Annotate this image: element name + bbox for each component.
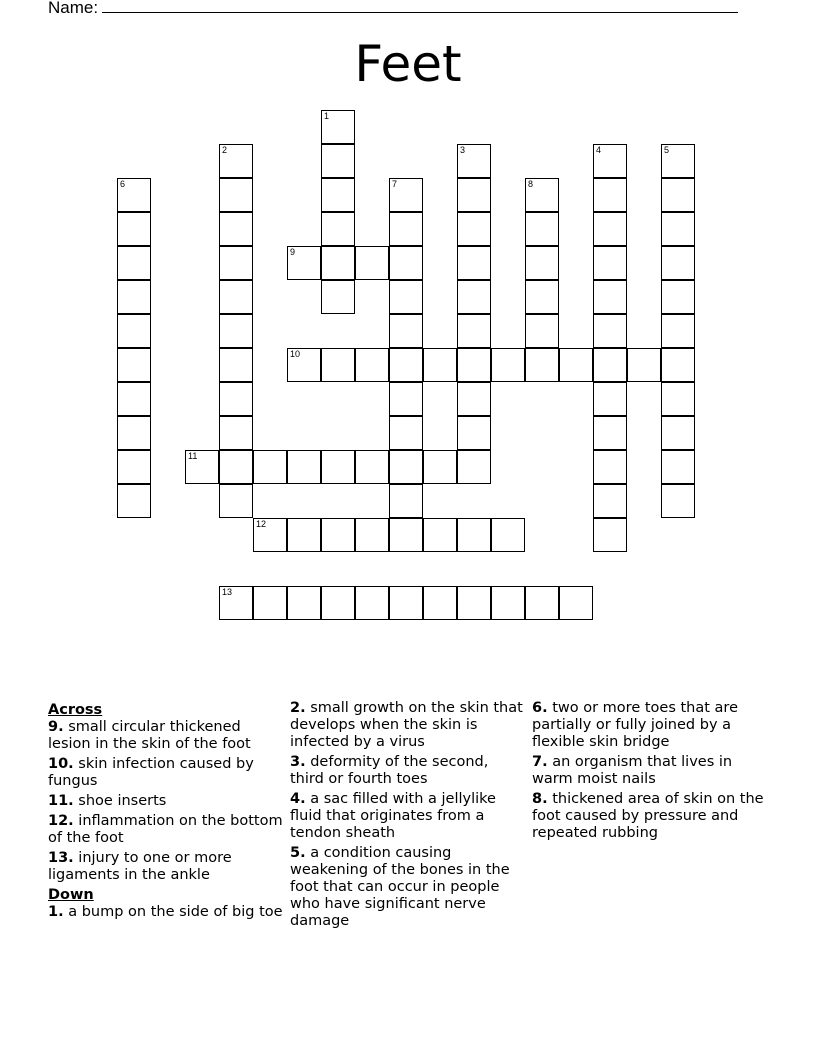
crossword-cell[interactable] xyxy=(457,348,491,382)
crossword-cell[interactable] xyxy=(457,144,491,178)
crossword-cell[interactable] xyxy=(491,586,525,620)
crossword-cell[interactable] xyxy=(525,246,559,280)
crossword-cell[interactable] xyxy=(457,246,491,280)
clue-text: skin infection caused by fungus xyxy=(48,756,254,789)
crossword-cell[interactable] xyxy=(117,416,151,450)
crossword-cell[interactable] xyxy=(525,280,559,314)
crossword-cell[interactable] xyxy=(389,382,423,416)
crossword-cell[interactable] xyxy=(661,246,695,280)
cell-number: 5 xyxy=(664,145,670,155)
clue-text: deformity of the second, third or fourth toes xyxy=(290,754,489,787)
clue-number: 7. xyxy=(532,754,548,770)
clue-text: small circular thickened lesion in the skin of the foot xyxy=(48,719,251,752)
clue-text: two or more toes that are partially or fully joined by a flexible skin bridge xyxy=(532,700,738,750)
crossword-cell[interactable] xyxy=(525,348,559,382)
clue-number: 9. xyxy=(48,719,64,735)
clue-column-1 xyxy=(48,700,284,924)
crossword-cell[interactable] xyxy=(389,450,423,484)
crossword-cell[interactable] xyxy=(491,348,525,382)
crossword-cell[interactable] xyxy=(457,586,491,620)
crossword-cell[interactable] xyxy=(627,348,661,382)
crossword-cell[interactable] xyxy=(117,280,151,314)
crossword-cell[interactable] xyxy=(423,348,457,382)
crossword-cell[interactable] xyxy=(457,518,491,552)
crossword-cell[interactable] xyxy=(321,280,355,314)
clue-text: inflammation on the bottom of the foot xyxy=(48,813,283,846)
clue-number: 5. xyxy=(290,845,306,861)
crossword-cell[interactable] xyxy=(389,212,423,246)
crossword-cell[interactable] xyxy=(253,518,287,552)
crossword-cell[interactable] xyxy=(593,484,627,518)
crossword-cell[interactable] xyxy=(117,178,151,212)
crossword-cell[interactable] xyxy=(287,348,321,382)
clue-text: a condition causing weakening of the bones in the foot that can occur in people who have significant nerve damage xyxy=(290,845,510,929)
crossword-cell[interactable] xyxy=(219,144,253,178)
cell-number: 1 xyxy=(324,111,330,121)
crossword-cell[interactable] xyxy=(661,144,695,178)
clue-down-2 xyxy=(290,700,526,751)
cell-number: 2 xyxy=(222,145,228,155)
clue-number: 10. xyxy=(48,756,74,772)
crossword-cell[interactable] xyxy=(559,586,593,620)
crossword-cell[interactable] xyxy=(525,212,559,246)
crossword-cell[interactable] xyxy=(219,314,253,348)
crossword-cell[interactable] xyxy=(219,280,253,314)
crossword-cell[interactable] xyxy=(287,518,321,552)
crossword-cell[interactable] xyxy=(321,348,355,382)
crossword-cell[interactable] xyxy=(253,586,287,620)
across-heading: Across xyxy=(48,702,103,718)
crossword-cell[interactable] xyxy=(355,348,389,382)
crossword-cell[interactable] xyxy=(525,586,559,620)
clue-number: 12. xyxy=(48,813,74,829)
crossword-cell[interactable] xyxy=(457,178,491,212)
crossword-cell[interactable] xyxy=(661,280,695,314)
cell-number: 3 xyxy=(460,145,466,155)
crossword-cell[interactable] xyxy=(389,178,423,212)
crossword-cell[interactable] xyxy=(389,586,423,620)
crossword-cell[interactable] xyxy=(389,246,423,280)
crossword-cell[interactable] xyxy=(321,178,355,212)
crossword-cell[interactable] xyxy=(593,178,627,212)
crossword-cell[interactable] xyxy=(593,348,627,382)
clue-number: 8. xyxy=(532,791,548,807)
crossword-cell[interactable] xyxy=(117,450,151,484)
crossword-cell[interactable] xyxy=(219,586,253,620)
crossword-cell[interactable] xyxy=(389,314,423,348)
crossword-cell[interactable] xyxy=(593,416,627,450)
crossword-cell[interactable] xyxy=(219,484,253,518)
clue-number: 13. xyxy=(48,850,74,866)
crossword-cell[interactable] xyxy=(321,518,355,552)
clue-down-7 xyxy=(532,754,768,788)
crossword-cell[interactable] xyxy=(117,382,151,416)
cell-number: 12 xyxy=(256,519,267,529)
crossword-cell[interactable] xyxy=(321,212,355,246)
crossword-cell[interactable] xyxy=(593,518,627,552)
clue-across-12 xyxy=(48,813,284,847)
clue-down-5 xyxy=(290,845,526,930)
crossword-cell[interactable] xyxy=(219,416,253,450)
crossword-cell[interactable] xyxy=(593,280,627,314)
clue-number: 3. xyxy=(290,754,306,770)
crossword-cell[interactable] xyxy=(321,246,355,280)
crossword-cell[interactable] xyxy=(219,212,253,246)
crossword-cell[interactable] xyxy=(321,450,355,484)
clue-column-2 xyxy=(290,700,526,933)
crossword-cell[interactable] xyxy=(219,178,253,212)
clue-text: small growth on the skin that develops when the skin is infected by a virus xyxy=(290,700,523,750)
crossword-cell[interactable] xyxy=(457,212,491,246)
crossword-cell[interactable] xyxy=(593,246,627,280)
crossword-cell[interactable] xyxy=(117,348,151,382)
crossword-cell[interactable] xyxy=(287,450,321,484)
clue-number: 2. xyxy=(290,700,306,716)
clue-across-9 xyxy=(48,719,284,753)
clue-text: an organism that lives in warm moist nails xyxy=(532,754,733,787)
crossword-cell[interactable] xyxy=(559,348,593,382)
down-heading: Down xyxy=(48,887,94,903)
crossword-cell[interactable] xyxy=(389,416,423,450)
name-label: Name: xyxy=(48,0,99,17)
cell-number: 6 xyxy=(120,179,126,189)
crossword-cell[interactable] xyxy=(525,314,559,348)
clue-down-4 xyxy=(290,791,526,842)
crossword-cell[interactable] xyxy=(389,484,423,518)
crossword-cell[interactable] xyxy=(593,144,627,178)
page-title: Feet xyxy=(354,35,462,93)
clue-text: shoe inserts xyxy=(78,793,167,809)
clue-text: a sac filled with a jellylike fluid that originates from a tendon sheath xyxy=(290,791,496,841)
crossword-cell[interactable] xyxy=(355,450,389,484)
crossword-cell[interactable] xyxy=(661,178,695,212)
crossword-cell[interactable] xyxy=(389,348,423,382)
cell-number: 11 xyxy=(188,451,198,461)
cell-number: 8 xyxy=(528,179,534,189)
crossword-cell[interactable] xyxy=(661,314,695,348)
cell-number: 4 xyxy=(596,145,602,155)
clue-down-8 xyxy=(532,791,768,842)
clue-down-3 xyxy=(290,754,526,788)
clue-number: 6. xyxy=(532,700,548,716)
crossword-cell[interactable] xyxy=(423,450,457,484)
crossword-cell[interactable] xyxy=(491,518,525,552)
crossword-cell[interactable] xyxy=(219,348,253,382)
cell-number: 9 xyxy=(290,247,296,257)
crossword-cell[interactable] xyxy=(661,484,695,518)
crossword-cell[interactable] xyxy=(661,212,695,246)
crossword-cell[interactable] xyxy=(457,314,491,348)
clue-column-3 xyxy=(532,700,768,845)
crossword-cell[interactable] xyxy=(593,314,627,348)
crossword-cell[interactable] xyxy=(593,212,627,246)
clue-number: 4. xyxy=(290,791,306,807)
crossword-cell[interactable] xyxy=(321,586,355,620)
crossword-cell[interactable] xyxy=(253,450,287,484)
crossword-cell[interactable] xyxy=(219,450,253,484)
clue-across-11 xyxy=(48,793,284,810)
crossword-cell[interactable] xyxy=(117,246,151,280)
crossword-cell[interactable] xyxy=(355,518,389,552)
crossword-cell[interactable] xyxy=(117,314,151,348)
crossword-cell[interactable] xyxy=(423,518,457,552)
crossword-cell[interactable] xyxy=(457,416,491,450)
clue-number: 1. xyxy=(48,904,64,920)
crossword-cell[interactable] xyxy=(355,246,389,280)
clue-text: a bump on the side of big toe xyxy=(68,904,283,920)
crossword-cell[interactable] xyxy=(661,348,695,382)
crossword-cell[interactable] xyxy=(661,450,695,484)
crossword-cell[interactable] xyxy=(117,212,151,246)
crossword-cell[interactable] xyxy=(219,246,253,280)
crossword-cell[interactable] xyxy=(321,110,355,144)
clue-across-10 xyxy=(48,756,284,790)
crossword-cell[interactable] xyxy=(661,416,695,450)
crossword-cell[interactable] xyxy=(389,518,423,552)
cell-number: 13 xyxy=(222,587,233,597)
clue-text: injury to one or more ligaments in the ankle xyxy=(48,850,232,883)
clue-down-1 xyxy=(48,904,284,921)
crossword-cell[interactable] xyxy=(117,484,151,518)
crossword-cell[interactable] xyxy=(661,382,695,416)
crossword-cell[interactable] xyxy=(389,280,423,314)
crossword-cell[interactable] xyxy=(321,144,355,178)
clue-text: thickened area of skin on the foot caused by pressure and repeated rubbing xyxy=(532,791,764,841)
crossword-cell[interactable] xyxy=(457,280,491,314)
crossword-cell[interactable] xyxy=(185,450,219,484)
clue-across-13 xyxy=(48,850,284,884)
crossword-cell[interactable] xyxy=(423,586,457,620)
crossword-cell[interactable] xyxy=(593,450,627,484)
cell-number: 10 xyxy=(290,349,301,359)
crossword-cell[interactable] xyxy=(287,586,321,620)
crossword-cell[interactable] xyxy=(457,382,491,416)
clue-number: 11. xyxy=(48,793,74,809)
crossword-cell[interactable] xyxy=(219,382,253,416)
clue-down-6 xyxy=(532,700,768,751)
crossword-cell[interactable] xyxy=(457,450,491,484)
crossword-cell[interactable] xyxy=(525,178,559,212)
crossword-cell[interactable] xyxy=(287,246,321,280)
crossword-cell[interactable] xyxy=(355,586,389,620)
cell-number: 7 xyxy=(392,179,398,189)
crossword-cell[interactable] xyxy=(593,382,627,416)
